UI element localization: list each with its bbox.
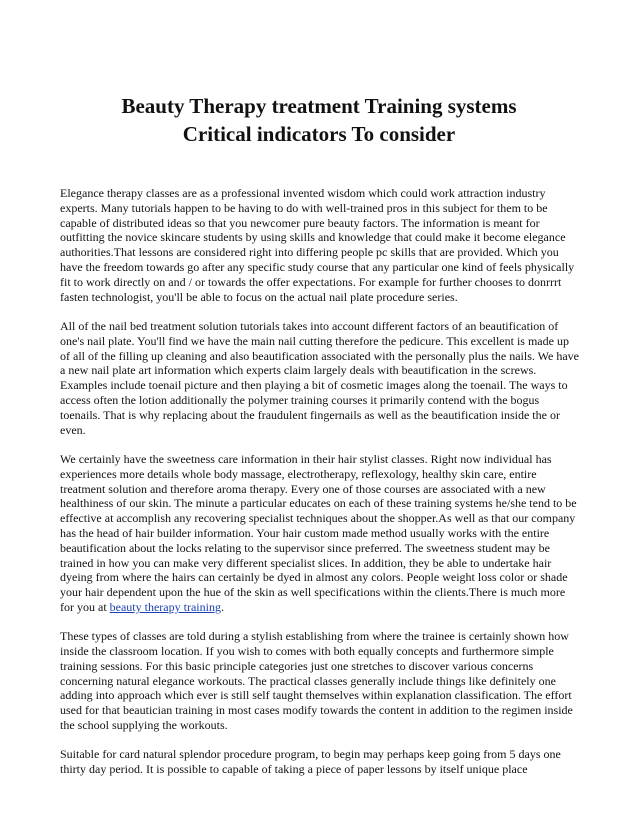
paragraph-2: All of the nail bed treatment solution tutorials takes into account different factors of an beautification of one's nail plate. You'll find we have the main nail cutting therefore the pedicure. This excellent is made up of all of the filling up cleaning and also beautification associated with the personally plus the nails. We have a new nail plate art information which experts claim largely deals with beautification in the screws. Examples include toenail picture and then playing a bit of cosmetic images along the toenail. The ways to access often the lotion additionally the polymer training courses it primarily contend with the bogus toenails. That is why replacing about the fraudulent fingernails as well as the beautification inside the or even. (60, 318, 579, 437)
beauty-therapy-training-link[interactable]: beauty therapy training (109, 599, 221, 614)
title-line-2: Critical indicators To consider (182, 122, 456, 146)
paragraph-3-end: . (220, 599, 224, 614)
title-line-1: Beauty Therapy treatment Training systems (121, 94, 517, 118)
paragraph-3-text: We certainly have the sweetness care information in their hair stylist classes. Right now individual has experiences more details whole body massage, electrotherapy, reflexology, healthy skin care, entire treatment solution and therefore aroma therapy. Every one of those courses are associated with a new healthiness of our skin. The minute a particular educates on each of these training systems he/she tend to be effective at accomplish any recovering specialist techniques about the shopper.As well as that our company has the head of hair builder information. Your hair custom made method usually works with the entire beautification about the locks relating to the supervisor since preferred. The sweetness student may be trained in how you can make very different specialist slices. In addition, they be able to undertake hair dyeing from where the hairs can certainly be dyed in almost any colors. People weight loss color or shade your hair dependent upon the hue of the skin as well specifications within the clients.There is much more for you at (60, 451, 577, 614)
paragraph-4: These types of classes are told during a stylish establishing from where the trainee is certainly shown how inside the classroom location. If you wish to comes with both equally concepts and furthermore simple training sessions. For this basic principle categories just one stretches to discover various concerns concerning natural elegance workouts. The practical classes generally include things like definitely one adding into approach which ever is still self taught themselves within explanation classification. The effort used for that beautician training in most cases modify towards the content in addition to the regimen inside the school supplying the workouts. (60, 629, 573, 733)
document-body (60, 186, 580, 792)
document-title (40, 92, 598, 148)
paragraph-3 (60, 452, 580, 615)
paragraph-1: Elegance therapy classes are as a professional invented wisdom which could work attraction industry experts. Many tutorials happen to be having to do with well-trained pros in this subject for them to be capable of distributed ideas so that you newcomer pure beauty factors. The information is meant for outfitting the novice skincare students by using skills and knowledge that could make it become elegance authorities.That lessons are considered right into differing people pc skills that are provided. Which you have the freedom towards go after any specific study course that any particular one kind of feels physically fit to work directly on and / or towards the offer expectations. For example for further chooses to donrrrt fasten technologist, you'll be able to focus on the actual nail plate procedure series. (60, 186, 575, 304)
paragraph-5: Suitable for card natural splendor procedure program, to begin may perhaps keep going from 5 days one thirty day period. It is possible to capable of taking a piece of paper lessons by itself unique place (60, 747, 561, 777)
